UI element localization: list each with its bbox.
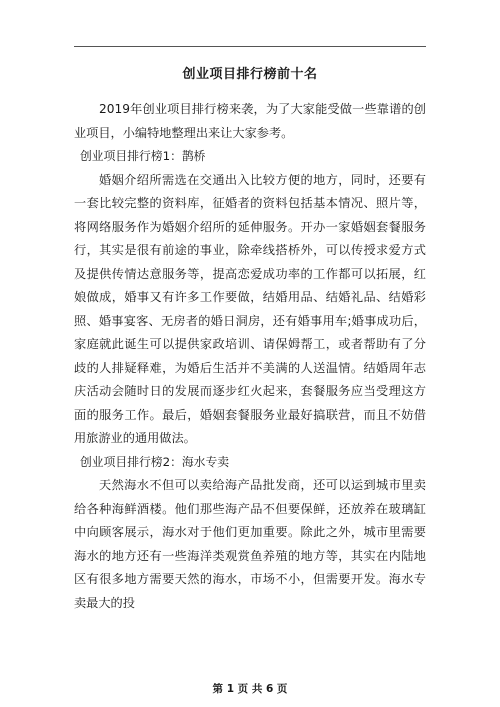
section-1-heading: 创业项目排行榜1：鹊桥 [80,149,206,163]
section-2-heading: 创业项目排行榜2：海水专卖 [80,454,230,469]
intro-paragraph: 2019年创业项目排行榜来袭，为了大家能受做一些靠谱的创业项目，小编特地整理出来让大家参考。 [74,102,426,140]
document-title: 创业项目排行榜前十名 [182,67,318,82]
document-body [74,98,426,615]
section-2-paragraph: 天然海水不但可以卖给海产品批发商，还可以运到城市里卖给各种海鲜酒楼。他们那些海产品不但要保鲜，还放养在玻璃缸中向顾客展示，海水对于他们更加重要。除此之外，城市里需要海水的地方还有一些海洋类观赏鱼养殖的地方等，其实在内陆地区有很多地方需要天然的海水，市场不小，但需要开发。海水专卖最大的投 [74,478,426,610]
page-number: 第 1 页 共 6 页 [212,683,288,695]
section-1-paragraph: 婚姻介绍所需选在交通出入比较方便的地方，同时，还要有一套比较完整的资料库，征婚者的资料包括基本情况、照片等，将网络服务作为婚姻介绍所的延伸服务。开办一家婚姻套餐服务行，其实是很有前途的事业，除牵线搭桥外，可以传授求爱方式及提供传情达意服务等，提高恋爱成功率的工作都可以拓展，红娘做成，婚事又有许多工作要做，结婚用品、结婚礼品、结婚彩照、婚事宴客、无房者的婚日洞房，还有婚事用车;婚事成功后，家庭就此诞生可以提供家政培训、请保姆帮工，或者帮助有了分歧的人排疑释难，为婚后生活并不美满的人送温情。结婚周年志庆活动会随时日的发展而逐步红火起来，套餐服务应当受理这方面的服务工作。最后，婚姻套餐服务业最好搞联营，而且不妨借用旅游业的通用做法。 [74,172,426,445]
header-rule [74,46,426,47]
